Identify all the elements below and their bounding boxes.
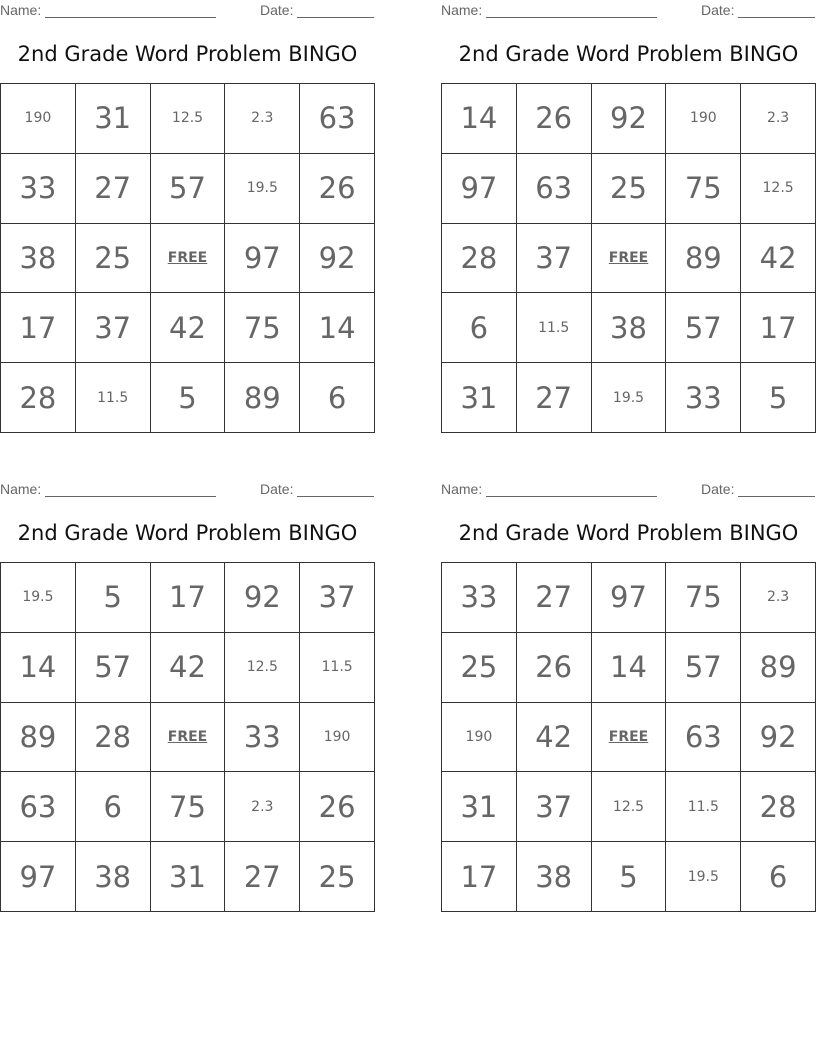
name-label: Name: (441, 481, 483, 497)
name-blank-line (45, 482, 216, 497)
bingo-cell: 27 (76, 154, 151, 224)
bingo-cell: 26 (517, 633, 592, 703)
name-label: Name: (441, 2, 483, 18)
bingo-cell: 57 (151, 154, 226, 224)
bingo-cell: 25 (442, 633, 517, 703)
bingo-cell: 19.5 (225, 154, 300, 224)
bingo-cell: 6 (76, 772, 151, 842)
name-field (0, 481, 216, 497)
bingo-cell: 33 (225, 703, 300, 773)
bingo-cell: 28 (1, 363, 76, 433)
bingo-cell: 33 (1, 154, 76, 224)
date-field (260, 481, 374, 497)
bingo-cell: 57 (666, 633, 741, 703)
bingo-cell: 19.5 (592, 363, 667, 433)
date-label: Date: (260, 2, 294, 18)
bingo-cell: 63 (517, 154, 592, 224)
bingo-cell: 57 (666, 293, 741, 363)
bingo-cell: 37 (300, 563, 375, 633)
bingo-cell: 26 (300, 772, 375, 842)
bingo-grid (0, 562, 375, 912)
bingo-cell: 25 (76, 224, 151, 294)
bingo-cell: 97 (592, 563, 667, 633)
bingo-cell: 42 (151, 633, 226, 703)
bingo-cell: 5 (76, 563, 151, 633)
date-label: Date: (260, 481, 294, 497)
bingo-card-3 (0, 479, 375, 894)
bingo-cell: 42 (741, 224, 816, 294)
card-header (0, 479, 375, 501)
name-blank-line (486, 482, 657, 497)
bingo-cell: 6 (741, 842, 816, 912)
name-label: Name: (0, 481, 42, 497)
date-field (701, 481, 815, 497)
bingo-cell: 11.5 (666, 772, 741, 842)
date-blank-line (297, 482, 374, 497)
bingo-cell: 33 (666, 363, 741, 433)
bingo-cell: 97 (1, 842, 76, 912)
date-field (701, 2, 815, 18)
card-title: 2nd Grade Word Problem BINGO (17, 42, 358, 66)
name-blank-line (486, 3, 657, 18)
bingo-cell: 75 (666, 563, 741, 633)
bingo-cell: 17 (741, 293, 816, 363)
bingo-cell: 92 (592, 84, 667, 154)
bingo-cell: 12.5 (225, 633, 300, 703)
bingo-cell: 38 (76, 842, 151, 912)
bingo-cell: 27 (517, 363, 592, 433)
bingo-cell: 14 (442, 84, 517, 154)
bingo-cell: 5 (592, 842, 667, 912)
bingo-cell: 190 (666, 84, 741, 154)
card-header (0, 0, 375, 22)
bingo-cell: 75 (666, 154, 741, 224)
bingo-cell: 33 (442, 563, 517, 633)
bingo-cell: 11.5 (517, 293, 592, 363)
name-field (0, 2, 216, 18)
bingo-cell: 89 (666, 224, 741, 294)
bingo-cell: 19.5 (1, 563, 76, 633)
bingo-cell: 89 (741, 633, 816, 703)
bingo-cell: 92 (741, 703, 816, 773)
bingo-cell: 2.3 (741, 84, 816, 154)
bingo-cell: 97 (442, 154, 517, 224)
free-space-cell: FREE (151, 703, 226, 773)
bingo-cell: 89 (225, 363, 300, 433)
bingo-cell: 28 (442, 224, 517, 294)
bingo-cell: 57 (76, 633, 151, 703)
bingo-cell: 17 (1, 293, 76, 363)
bingo-cell: 42 (151, 293, 226, 363)
bingo-cell: 2.3 (741, 563, 816, 633)
bingo-cell: 11.5 (76, 363, 151, 433)
bingo-cell: 31 (151, 842, 226, 912)
bingo-cell: 63 (1, 772, 76, 842)
bingo-cell: 190 (1, 84, 76, 154)
bingo-card-2 (441, 0, 816, 415)
bingo-cell: 190 (442, 703, 517, 773)
name-field (441, 2, 657, 18)
bingo-cell: 75 (151, 772, 226, 842)
bingo-cell: 89 (1, 703, 76, 773)
bingo-cell: 92 (225, 563, 300, 633)
date-label: Date: (701, 481, 735, 497)
bingo-cell: 42 (517, 703, 592, 773)
bingo-cell: 26 (300, 154, 375, 224)
bingo-cell: 6 (300, 363, 375, 433)
name-blank-line (45, 3, 216, 18)
bingo-cell: 28 (741, 772, 816, 842)
bingo-cell: 5 (741, 363, 816, 433)
bingo-cell: 37 (517, 772, 592, 842)
bingo-cell: 5 (151, 363, 226, 433)
bingo-cell: 12.5 (592, 772, 667, 842)
bingo-cell: 31 (76, 84, 151, 154)
bingo-cell: 26 (517, 84, 592, 154)
date-blank-line (297, 3, 374, 18)
bingo-cell: 63 (666, 703, 741, 773)
bingo-cell: 27 (517, 563, 592, 633)
bingo-cell: 25 (592, 154, 667, 224)
bingo-cell: 14 (1, 633, 76, 703)
bingo-cell: 75 (225, 293, 300, 363)
card-title: 2nd Grade Word Problem BINGO (17, 521, 358, 545)
bingo-card-1 (0, 0, 375, 415)
bingo-cell: 27 (225, 842, 300, 912)
free-space-cell: FREE (592, 224, 667, 294)
date-blank-line (738, 3, 815, 18)
bingo-card-4 (441, 479, 816, 894)
bingo-cell: 12.5 (151, 84, 226, 154)
bingo-grid (0, 83, 375, 433)
bingo-cell: 190 (300, 703, 375, 773)
name-label: Name: (0, 2, 42, 18)
bingo-cell: 19.5 (666, 842, 741, 912)
bingo-cell: 92 (300, 224, 375, 294)
bingo-cell: 14 (300, 293, 375, 363)
bingo-cell: 37 (76, 293, 151, 363)
bingo-cell: 12.5 (741, 154, 816, 224)
bingo-cell: 17 (442, 842, 517, 912)
bingo-cell: 97 (225, 224, 300, 294)
name-field (441, 481, 657, 497)
bingo-cell: 14 (592, 633, 667, 703)
bingo-grid (441, 562, 816, 912)
bingo-cell: 38 (592, 293, 667, 363)
date-blank-line (738, 482, 815, 497)
free-space-cell: FREE (151, 224, 226, 294)
bingo-cell: 11.5 (300, 633, 375, 703)
bingo-cell: 17 (151, 563, 226, 633)
date-field (260, 2, 374, 18)
bingo-cell: 38 (1, 224, 76, 294)
bingo-cell: 2.3 (225, 84, 300, 154)
card-header (441, 0, 816, 22)
card-header (441, 479, 816, 501)
bingo-grid (441, 83, 816, 433)
card-title: 2nd Grade Word Problem BINGO (458, 42, 799, 66)
bingo-cell: 31 (442, 363, 517, 433)
bingo-cell: 38 (517, 842, 592, 912)
bingo-cell: 28 (76, 703, 151, 773)
bingo-cell: 37 (517, 224, 592, 294)
card-title: 2nd Grade Word Problem BINGO (458, 521, 799, 545)
bingo-cell: 31 (442, 772, 517, 842)
bingo-cell: 63 (300, 84, 375, 154)
bingo-cell: 25 (300, 842, 375, 912)
free-space-cell: FREE (592, 703, 667, 773)
bingo-cell: 6 (442, 293, 517, 363)
bingo-cell: 2.3 (225, 772, 300, 842)
date-label: Date: (701, 2, 735, 18)
